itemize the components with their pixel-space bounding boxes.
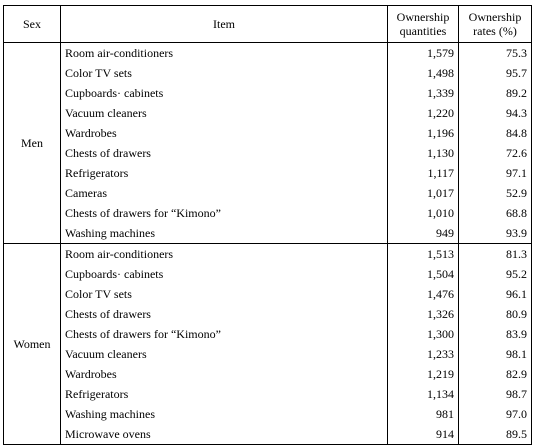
table-row	[4, 123, 532, 143]
table-row	[4, 404, 532, 424]
ownership-table	[3, 5, 532, 445]
table-row	[4, 143, 532, 163]
rate-cell: 52.9	[459, 183, 532, 203]
quantity-cell: 1,017	[388, 183, 459, 203]
table-row	[4, 103, 532, 123]
item-cell: Chests of drawers	[61, 143, 388, 163]
quantity-cell: 1,233	[388, 344, 459, 364]
rate-cell: 98.7	[459, 384, 532, 404]
header-sex: Sex	[4, 6, 61, 43]
table-row	[4, 384, 532, 404]
item-cell: Wardrobes	[61, 364, 388, 384]
item-cell: Room air-conditioners	[61, 244, 388, 265]
item-cell: Room air-conditioners	[61, 43, 388, 64]
table-row	[4, 63, 532, 83]
quantity-cell: 1,220	[388, 103, 459, 123]
quantity-cell: 1,498	[388, 63, 459, 83]
rate-cell: 94.3	[459, 103, 532, 123]
table-row	[4, 304, 532, 324]
quantity-cell: 949	[388, 223, 459, 244]
rate-cell: 80.9	[459, 304, 532, 324]
table-row	[4, 223, 532, 244]
header-quantities-line1: Ownership	[396, 10, 450, 24]
item-cell: Wardrobes	[61, 123, 388, 143]
item-cell: Vacuum cleaners	[61, 103, 388, 123]
header-rates-line1: Ownership	[468, 10, 522, 24]
quantity-cell: 1,010	[388, 203, 459, 223]
item-cell: Color TV sets	[61, 284, 388, 304]
item-cell: Chests of drawers for “Kimono”	[61, 324, 388, 344]
header-quantities	[388, 6, 459, 43]
item-cell: Vacuum cleaners	[61, 344, 388, 364]
sex-cell: Men	[4, 43, 61, 244]
table-row	[4, 163, 532, 183]
header-item: Item	[61, 6, 388, 43]
table-row	[4, 364, 532, 384]
rate-cell: 84.8	[459, 123, 532, 143]
quantity-cell: 1,504	[388, 264, 459, 284]
quantity-cell: 1,130	[388, 143, 459, 163]
table-row	[4, 183, 532, 203]
quantity-cell: 1,326	[388, 304, 459, 324]
item-cell: Refrigerators	[61, 384, 388, 404]
item-cell: Chests of drawers	[61, 304, 388, 324]
quantity-cell: 1,339	[388, 83, 459, 103]
rate-cell: 93.9	[459, 223, 532, 244]
rate-cell: 75.3	[459, 43, 532, 64]
rate-cell: 68.8	[459, 203, 532, 223]
item-cell: Chests of drawers for “Kimono”	[61, 203, 388, 223]
rate-cell: 95.2	[459, 264, 532, 284]
sex-cell: Women	[4, 244, 61, 445]
item-cell: Cameras	[61, 183, 388, 203]
rate-cell: 81.3	[459, 244, 532, 265]
rate-cell: 72.6	[459, 143, 532, 163]
table-body	[4, 43, 532, 445]
item-cell: Washing machines	[61, 223, 388, 244]
quantity-cell: 1,513	[388, 244, 459, 265]
table-row	[4, 203, 532, 223]
table-row	[4, 324, 532, 344]
quantity-cell: 1,117	[388, 163, 459, 183]
item-cell: Color TV sets	[61, 63, 388, 83]
header-row	[4, 6, 532, 43]
item-cell: Washing machines	[61, 404, 388, 424]
rate-cell: 97.0	[459, 404, 532, 424]
rate-cell: 98.1	[459, 344, 532, 364]
rate-cell: 83.9	[459, 324, 532, 344]
table-row	[4, 244, 532, 265]
rate-cell: 89.5	[459, 424, 532, 445]
quantity-cell: 1,579	[388, 43, 459, 64]
rate-cell: 96.1	[459, 284, 532, 304]
table-row	[4, 424, 532, 445]
item-cell: Cupboards· cabinets	[61, 264, 388, 284]
table-row	[4, 284, 532, 304]
header-quantities-line2: quantities	[399, 24, 447, 38]
item-cell: Cupboards· cabinets	[61, 83, 388, 103]
table-row	[4, 264, 532, 284]
quantity-cell: 1,476	[388, 284, 459, 304]
quantity-cell: 981	[388, 404, 459, 424]
rate-cell: 95.7	[459, 63, 532, 83]
table-row	[4, 344, 532, 364]
rate-cell: 97.1	[459, 163, 532, 183]
quantity-cell: 1,219	[388, 364, 459, 384]
quantity-cell: 1,134	[388, 384, 459, 404]
table-row	[4, 43, 532, 64]
table-row	[4, 83, 532, 103]
item-cell: Refrigerators	[61, 163, 388, 183]
quantity-cell: 1,196	[388, 123, 459, 143]
item-cell: Microwave ovens	[61, 424, 388, 445]
header-rates-line2: rates (%)	[473, 24, 517, 38]
quantity-cell: 914	[388, 424, 459, 445]
quantity-cell: 1,300	[388, 324, 459, 344]
header-rates	[459, 6, 532, 43]
rate-cell: 82.9	[459, 364, 532, 384]
rate-cell: 89.2	[459, 83, 532, 103]
